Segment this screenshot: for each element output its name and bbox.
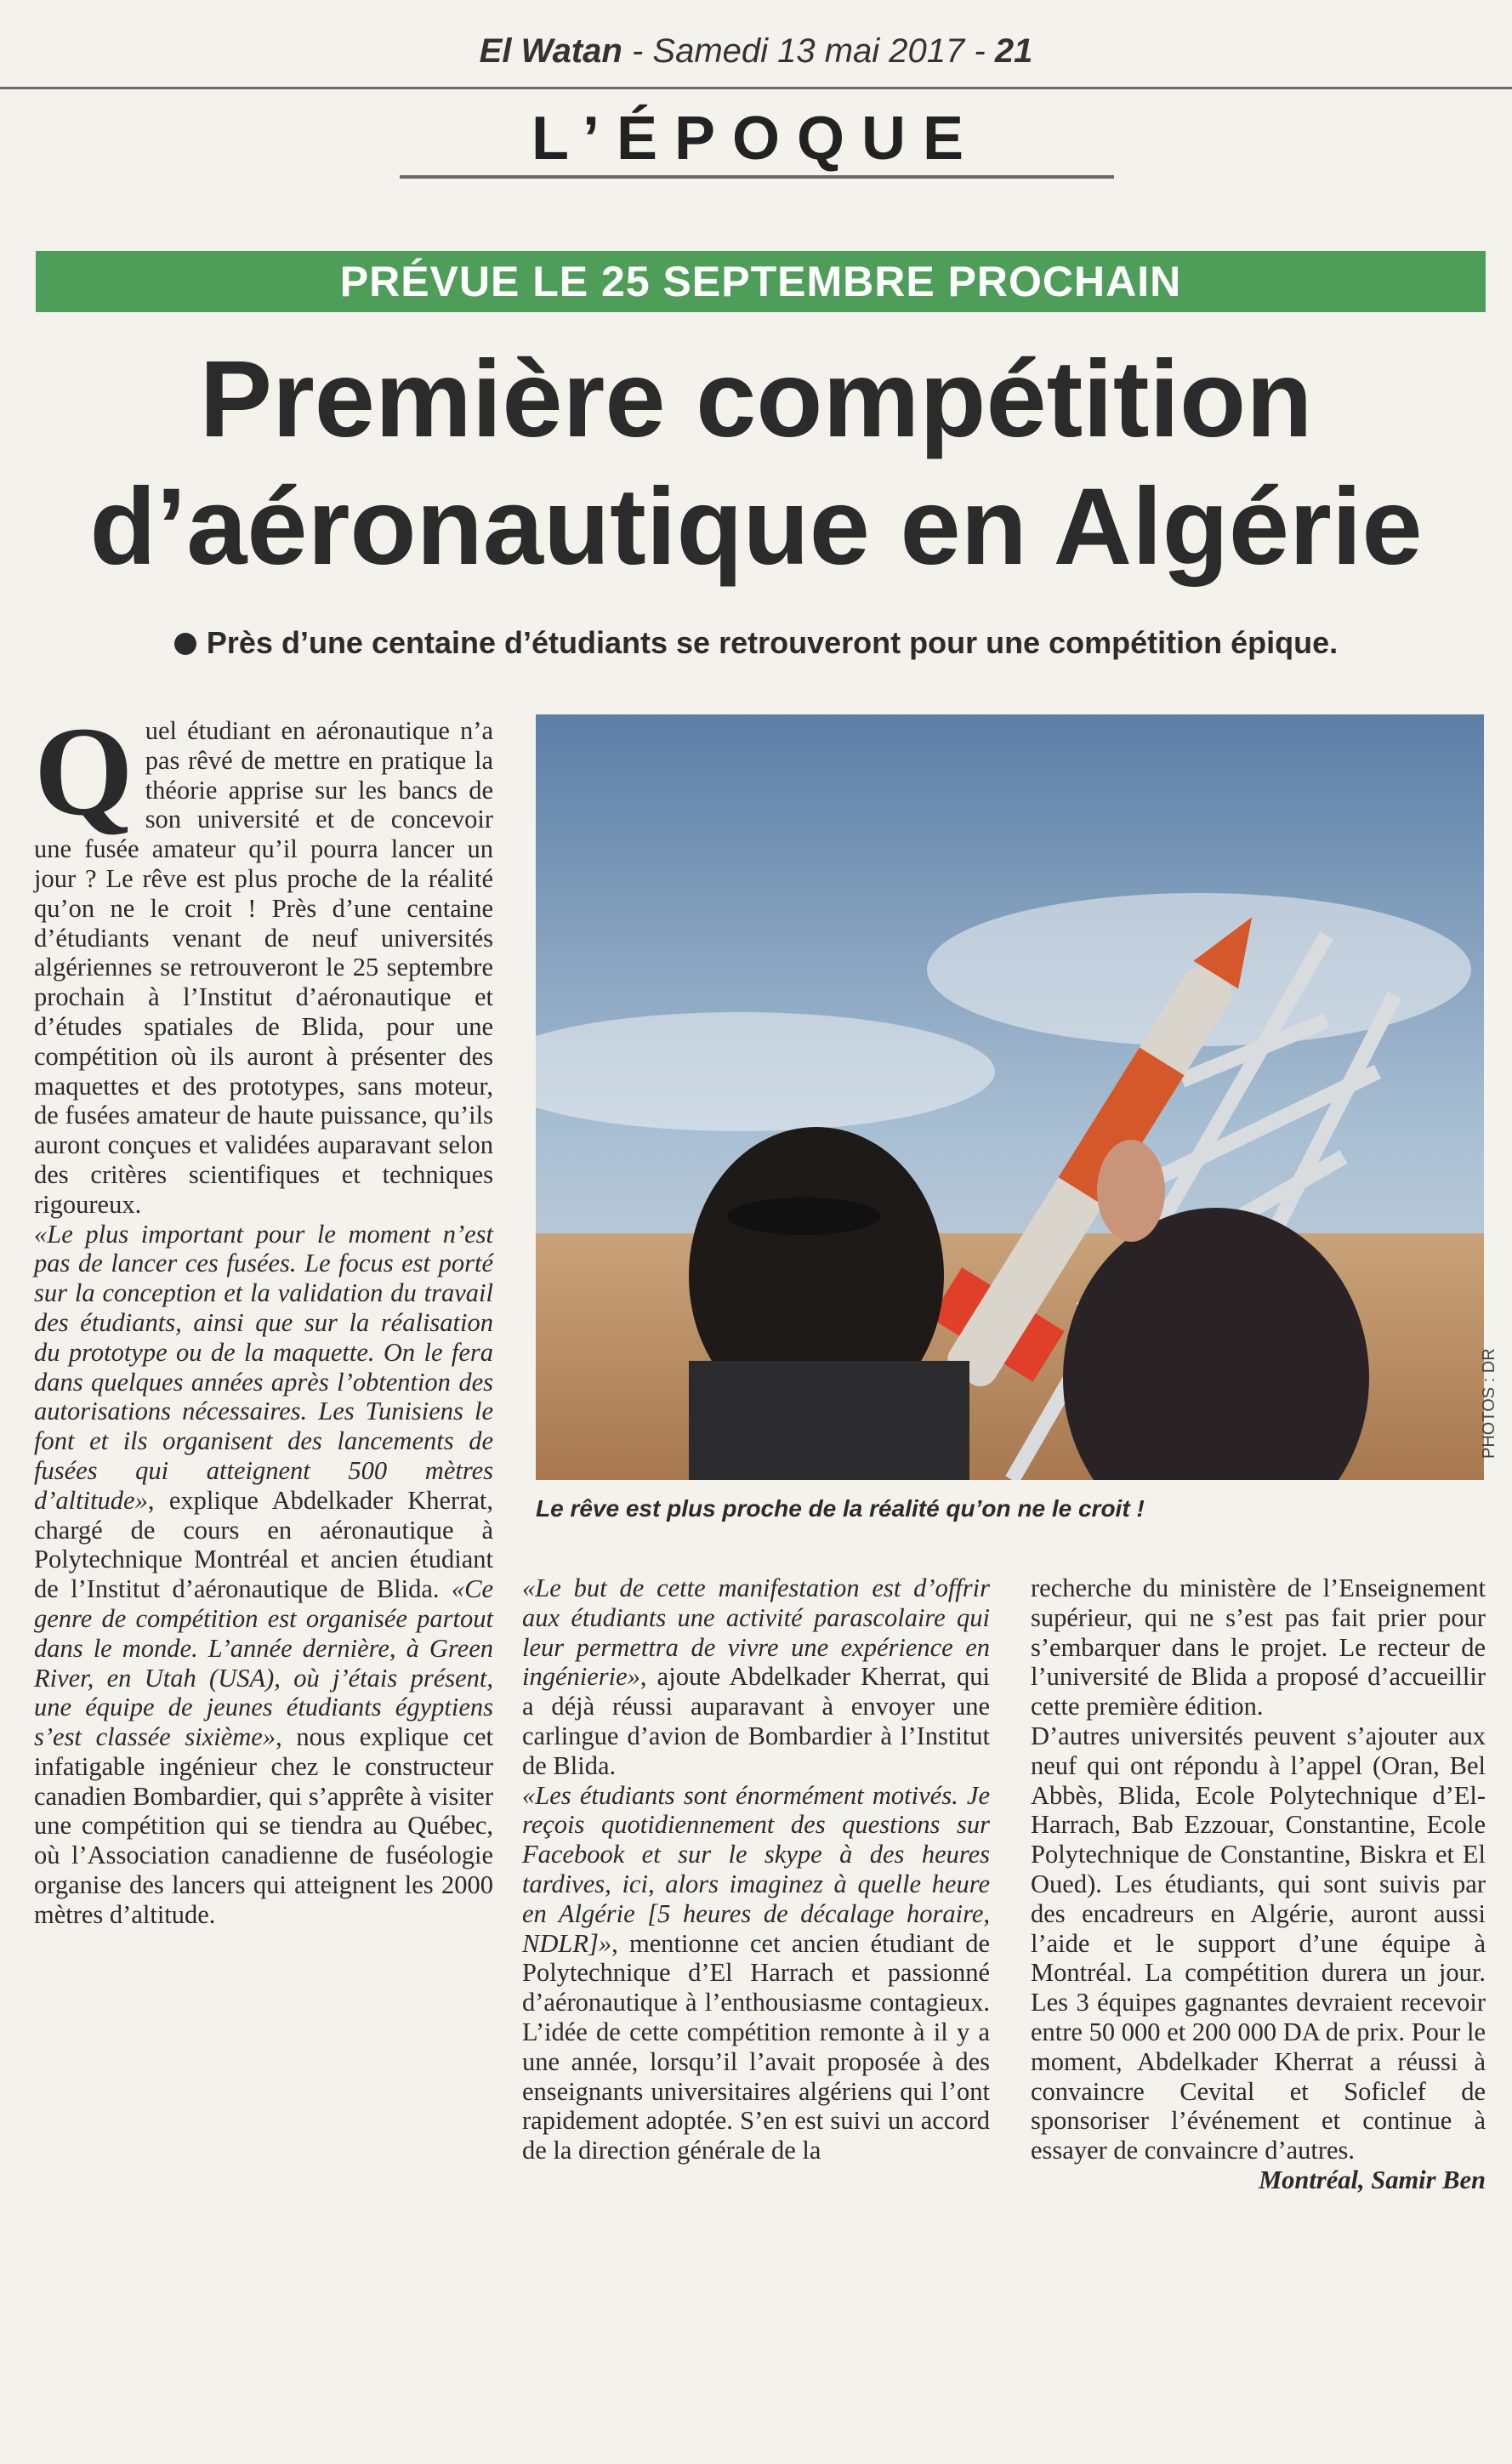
paragraph-4: [522, 1781, 990, 2165]
paragraph-text: , explique Abdelkader Kherrat, chargé de cours en aéronautique à Polytechnique Montréal et ancien étudiant de l’Institut d’aéronautique de Blida.: [34, 1485, 493, 1604]
byline: Montréal, Samir Ben: [1259, 2165, 1486, 2194]
paragraph-2: [34, 1220, 493, 1930]
page-number: 21: [994, 32, 1033, 70]
quote: «Ce genre de compétition est organisée partout dans le monde. L’année dernière, à Green River, en Utah (USA), où j’étais présent, une équipe de jeunes étudiants égyptiens s’est classée sixième»: [34, 1574, 493, 1752]
section-rule: [400, 175, 1114, 179]
paragraph-1: [34, 701, 493, 1220]
kicker-banner: PRÉVUE LE 25 SEPTEMBRE PROCHAIN: [36, 251, 1486, 312]
drop-cap: Q: [34, 701, 134, 842]
quote: «Le plus important pour le moment n’est pas de lancer ces fusées. Le focus est porté sur la conception et la validation du travail des étudiants, ainsi que sur la réalisation du prototype ou de la maquette. On le fera dans quelques années après l’obtention des autorisations nécessaires. Les Tunisiens le font et ils organisent des lancements de fusées qui atteignent 500 mètres d’altitude»: [34, 1219, 493, 1515]
rocket-photo: [536, 714, 1484, 1480]
photo-illustration: [536, 714, 1484, 1480]
quote: «Les étudiants sont énormément motivés. Je reçois quotidiennement des questions sur Facebook et sur le skype à des heures tardives, ici, alors imaginez à quelle heure en Algérie [5 heures de décalage horaire, NDLR]»: [522, 1780, 990, 1958]
photo-caption: Le rêve est plus proche de la réalité qu’on ne le croit !: [536, 1495, 1145, 1522]
masthead-rule: [0, 87, 1512, 89]
article-column-3: [1031, 1573, 1486, 2441]
paragraph-text: , mentionne cet ancien étudiant de Polytechnique d’El Harrach et passionné d’aéronautique à l’enthousiasme contagieux. L’idée de cette compétition remonte à il y a une année, lorsqu’il l’avait proposée à des enseignants universitaires algériens qui l’ont rapidement adoptée. S’en est suivi un accord de la direction générale de la: [522, 1928, 990, 2165]
headline-line-2: d’aéronautique en Algérie: [89, 466, 1423, 588]
deck: [0, 625, 1512, 661]
masthead: El Watan - Samedi 13 mai 2017 - 21: [479, 32, 1033, 70]
bullet-icon: [174, 633, 196, 655]
headline: [0, 336, 1512, 591]
paragraph-3: [522, 1573, 990, 1781]
deck-text: Près d’une centaine d’étudiants se retrouveront pour une compétition épique.: [206, 625, 1339, 660]
paper-name: El Watan: [479, 32, 622, 70]
photo-credit: PHOTOS : DR: [1480, 1348, 1498, 1459]
paragraph-text: , ajoute Abdelkader Kherrat, qui a déjà réussi auparavant à envoyer une carlingue d’avion de Bombardier à l’Institut de Blida.: [522, 1662, 990, 1780]
paragraph-6: D’autres universités peuvent s’ajouter aux neuf qui ont répondu à l’appel (Oran, Bel Abbès, Blida, Ecole Polytechnique d’El-Harrach, Bab Ezzouar, Constantine, Ecole Polytechnique de Constantine, Biskra et El Oued). Les étudiants, qui sont suivis par des encadreurs en Algérie, auront aussi l’aide et le support d’une équipe à Montréal. La compétition durera un jour. Les 3 équipes gagnantes devraient recevoir entre 50 000 et 200 000 DA de prix. Pour le moment, Abdelkader Kherrat a réussi à convaincre Cevital et Soficlef de sponsoriser l’événement et continue à essayer de convaincre d’autres.: [1031, 1721, 1486, 2165]
paragraph-5: recherche du ministère de l’Enseignement supérieur, qui ne s’est pas fait prier pour s’embarquer dans le projet. Le recteur de l’université de Blida a proposé d’accueillir cette première édition.: [1031, 1573, 1486, 1721]
article-column-1: [34, 701, 493, 2438]
section-title: L’ÉPOQUE: [531, 105, 981, 173]
quote: «Le but de cette manifestation est d’offrir aux étudiants une activité parascolaire qui leur permettra de vivre une expérience en ingénierie»: [522, 1573, 990, 1692]
article-column-2: [522, 1573, 990, 2441]
headline-line-1: Première compétition: [199, 339, 1313, 460]
paragraph-text: , nous explique cet infatigable ingénieur chez le constructeur canadien Bombardier, qui s’apprête à visiter une compétition qui se tiendra au Québec, où l’Association canadienne de fuséologie organise des lancers qui atteignent les 2000 mètres d’altitude.: [34, 1722, 493, 1929]
issue-date: Samedi 13 mai 2017: [652, 32, 965, 70]
paragraph-1-text: uel étudiant en aéronautique n’a pas rêvé de mettre en pratique la théorie apprise sur les bancs de son université et de concevoir une fusée amateur qu’il pourra lancer un jour ? Le rêve est plus proche de la réalité qu’on ne le croit ! Près d’une centaine d’étudiants venant de neuf universités algériennes se retrouveront le 25 septembre prochain à l’Institut d’aéronautique et d’études spatiales de Blida, pour une compétition où ils auront à présenter des maquettes et des prototypes, sans moteur, de fusées amateur de haute puissance, qu’ils auront conçues et validées auparavant selon des critères scientifiques et techniques rigoureux.: [34, 716, 493, 1219]
